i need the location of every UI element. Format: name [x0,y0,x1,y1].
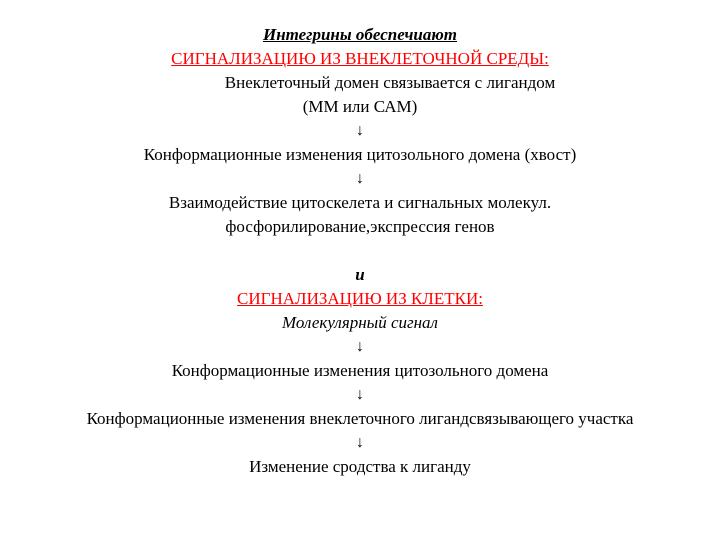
down-arrow-icon: ↓ [356,338,364,355]
section1-line3: Конформационные изменения цитозольного домена (хвост) [143,145,577,164]
section2-line1: Молекулярный сигнал [282,313,438,332]
section1-heading: СИГНАЛИЗАЦИЮ ИЗ ВНЕКЛЕТОЧНОЙ СРЕДЫ: [171,49,549,68]
down-arrow-icon: ↓ [356,434,364,451]
section2-line2: Конформационные изменения цитозольного домена [171,361,549,380]
section2-line3: Конформационные изменения внеклеточного лигандсвязывающего участка [86,409,634,428]
section1-line4: Взаимодействие цитоскелета и сигнальных молекул. [168,193,552,212]
down-arrow-icon: ↓ [356,122,364,139]
section1-line5: фосфорилирование,экспрессия генов [225,217,495,236]
down-arrow-icon: ↓ [356,170,364,187]
section1-line1: Внеклеточный домен связывается с лигандом [224,73,556,92]
section2-line4: Изменение сродства к лиганду [249,457,471,476]
section2-heading: СИГНАЛИЗАЦИЮ ИЗ КЛЕТКИ: [237,289,483,308]
slide-title: Интегрины обеспечиают [262,25,458,44]
conjunction: и [355,265,365,284]
down-arrow-icon: ↓ [356,386,364,403]
section1-line2: (ММ или САМ) [302,97,418,116]
